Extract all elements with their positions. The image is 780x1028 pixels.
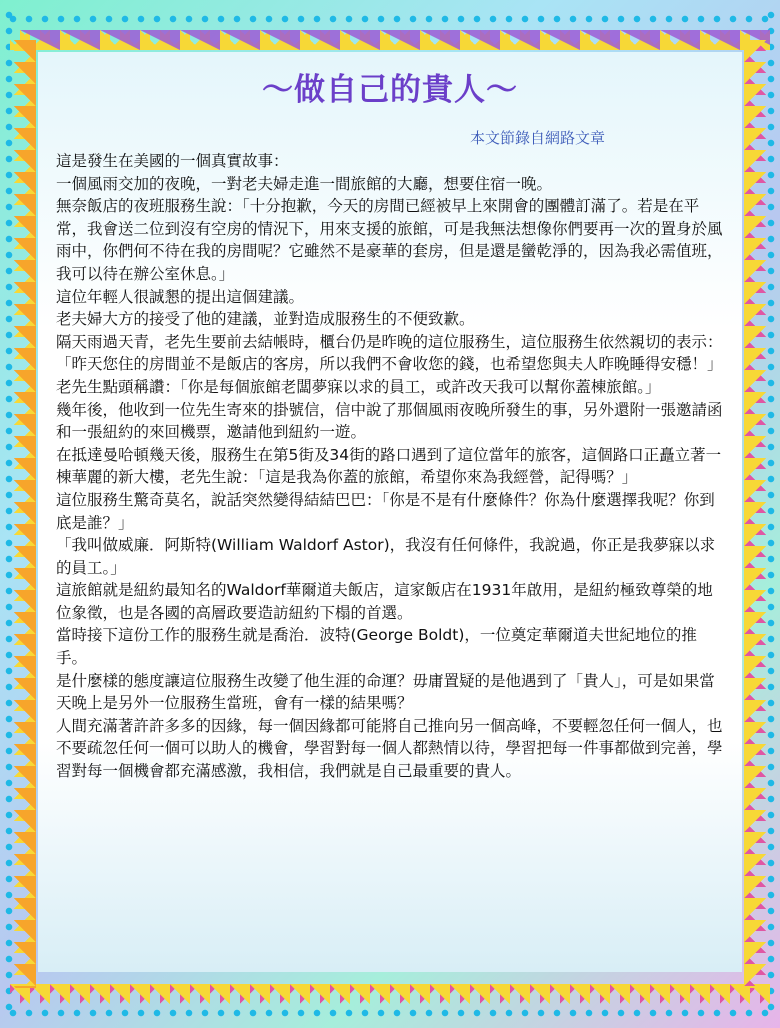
bottom-triangle-border: [10, 984, 770, 1004]
paragraph: 是什麼樣的態度讓這位服務生改變了他生涯的命運？毋庸置疑的是他遇到了「貴人」，可是如果當天晚上是另外一位服務生當班，會有一樣的結果嗎？: [56, 671, 715, 713]
paragraph: 這位年輕人很誠懇的提出這個建議。: [56, 287, 305, 306]
article-body: [56, 150, 724, 783]
top-triangle-accent: [20, 30, 770, 50]
article-source: 本文節錄自網路文章: [470, 129, 606, 147]
article-title: ～做自己的貴人～: [262, 72, 518, 108]
bottom-dot-border: [8, 1008, 772, 1018]
paragraph: 這位服務生驚奇莫名，說話突然變得結結巴巴：「你是不是有什麼條件？你為什麼選擇我呢？你到底是誰？」: [56, 490, 715, 532]
top-dot-border: [8, 14, 772, 24]
right-triangle-border: [744, 40, 766, 988]
article-panel: [38, 52, 742, 972]
paragraph: 這旅館就是紐約最知名的Waldorf華爾道夫飯店，這家飯店在1931年啟用，是紐約極致尊榮的地位象徵，也是各國的高層政要造訪紐約下榻的首選。: [56, 581, 713, 622]
paragraph: 隔天雨過天青，老先生要前去結帳時，櫃台仍是昨晚的這位服務生，這位服務生依然親切的表示：「昨天您住的房間並不是飯店的客房，所以我們不會收您的錢，也希望您與夫人昨晚睡得安穩！」: [56, 332, 723, 374]
paragraph: 老夫婦大方的接受了他的建議，並對造成服務生的不便致歉。: [56, 310, 475, 329]
paragraph: 老先生點頭稱讚：「你是每個旅館老闆夢寐以求的員工，或許改天我可以幫你蓋棟旅館。」: [56, 377, 661, 396]
left-triangle-border: [14, 40, 36, 988]
paragraph: 在抵達曼哈頓幾天後，服務生在第5街及34街的路口遇到了這位當年的旅客，這個路口正矗立著一棟華麗的新大樓，老先生說：「這是我為你蓋的旅館，希望你來為我經營，記得嗎？」: [56, 445, 722, 487]
paragraph: 人間充滿著許許多多的因緣，每一個因緣都可能將自己推向另一個高峰，不要輕忽任何一個人，也不要疏忽任何一個可以助人的機會，學習對每一個人都熱情以待，學習把每一件事都做到完善，學習對每一個機會都充滿感激，我相信，我們就是自己最重要的貴人。: [56, 716, 723, 781]
right-dot-border: [766, 10, 776, 1018]
paragraph: 當時接下這份工作的服務生就是喬治．波特(George Boldt)，一位奠定華爾道夫世紀地位的推手。: [56, 626, 697, 668]
paragraph: 無奈飯店的夜班服務生說：「十分抱歉，今天的房間已經被早上來開會的團體訂滿了。若是在平常，我會送二位到沒有空房的情況下，用來支援的旅館，可是我無法想像你們要再一次的置身於風雨中，你們何不待在我的房間呢？它雖然不是豪華的套房，但是還是蠻乾淨的，因為我必需值班，我可以待在辦公室休息。」: [56, 197, 723, 283]
left-dot-border: [4, 10, 14, 1018]
paragraph: 一個風雨交加的夜晚，一對老夫婦走進一間旅館的大廳，想要住宿一晚。: [56, 174, 553, 193]
paragraph: 這是發生在美國的一個真實故事：: [56, 152, 289, 170]
paragraph: 幾年後，他收到一位先生寄來的掛號信，信中說了那個風雨夜晚所發生的事，另外還附一張邀請函和一張紐約的來回機票，邀請他到紐約一遊。: [56, 400, 723, 442]
paragraph: 「我叫做威廉．阿斯特(William Waldorf Astor)，我沒有任何條件，我說過，你正是我夢寐以求的員工。」: [56, 536, 716, 577]
